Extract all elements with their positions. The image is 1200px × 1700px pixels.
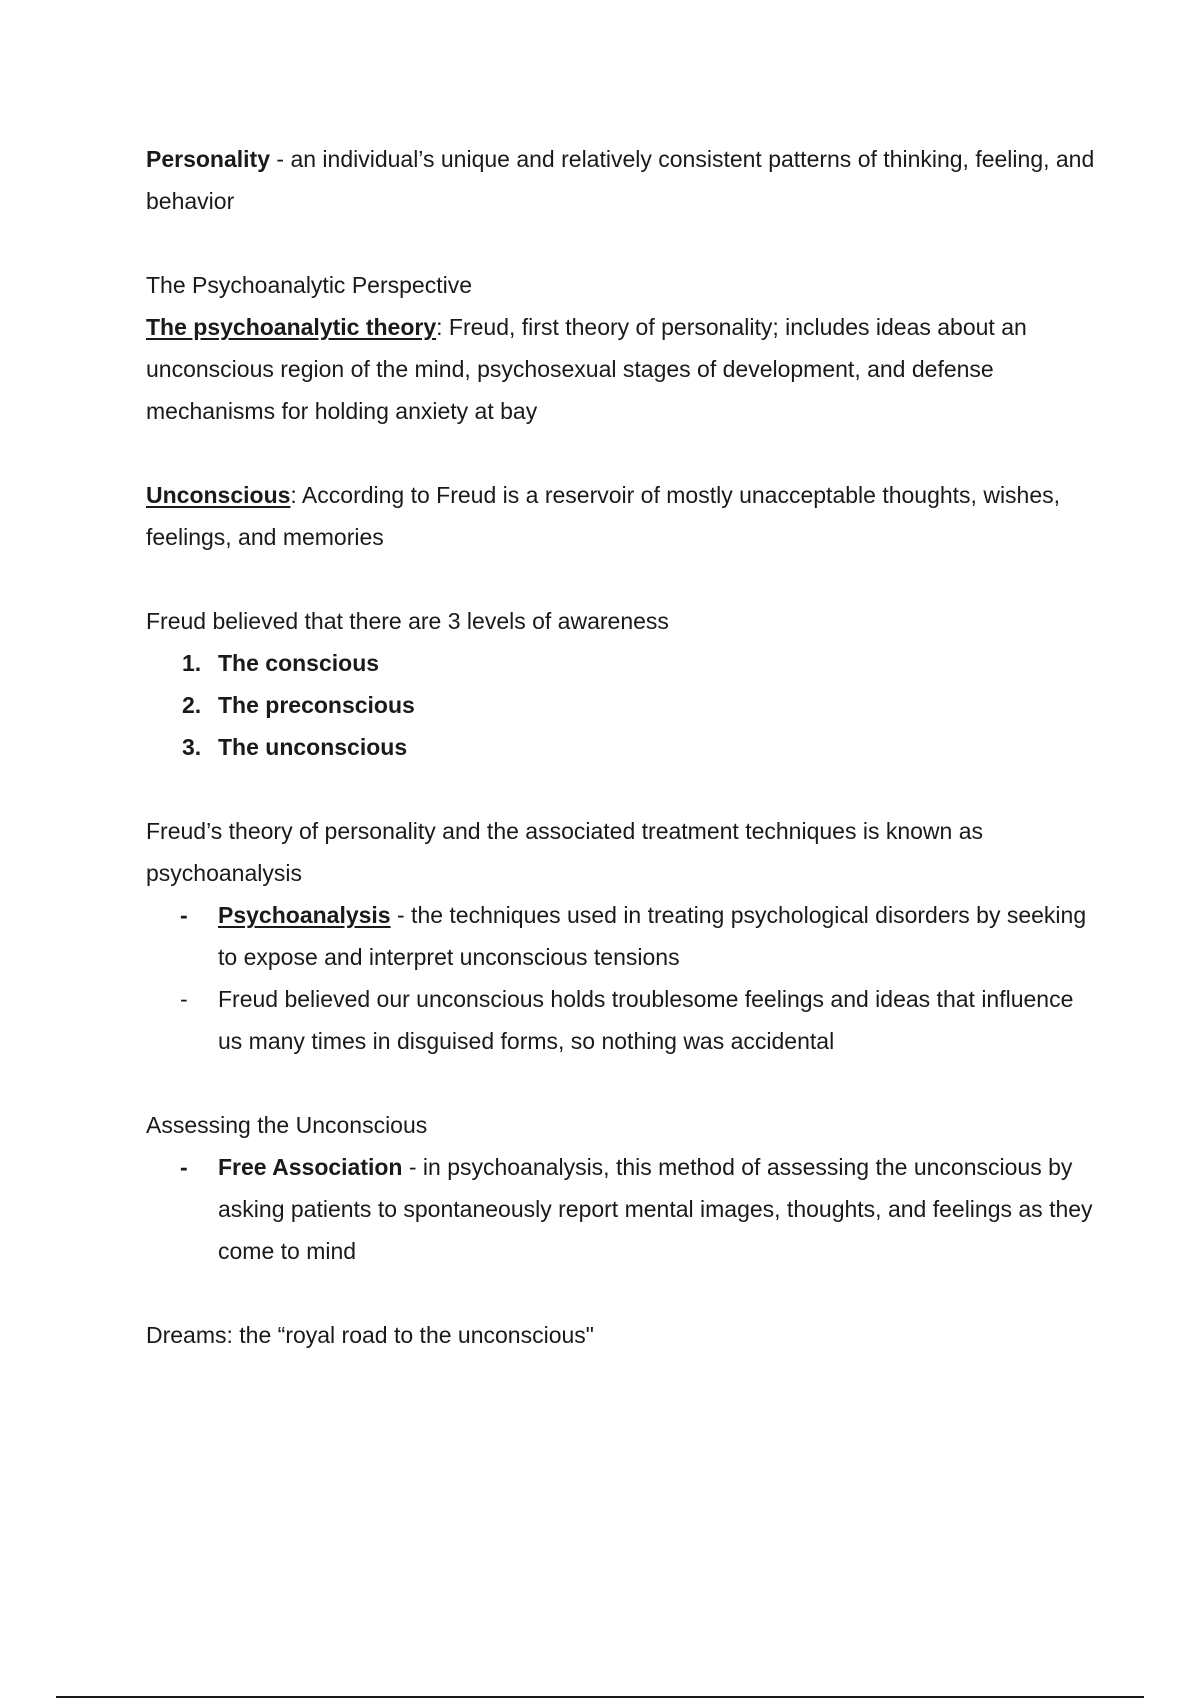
footer-divider bbox=[56, 1696, 1144, 1698]
dreams-line: Dreams: the “royal road to the unconscious" bbox=[146, 1322, 594, 1348]
unconscious-text: : According to Freud is a reservoir of mostly unacceptable thoughts, wishes, feelings, and memories bbox=[146, 482, 1061, 550]
bullet-dash: - bbox=[180, 1154, 188, 1180]
personality-definition bbox=[146, 138, 1096, 222]
free-association-bullet bbox=[146, 1146, 1096, 1272]
free-association-term: Free Association bbox=[218, 1154, 403, 1180]
levels-intro: Freud believed that there are 3 levels of awareness bbox=[146, 608, 669, 634]
list-item-label: The preconscious bbox=[218, 692, 415, 718]
unconscious-term: Unconscious bbox=[146, 482, 291, 508]
psychoanalytic-theory-term: The psychoanalytic theory bbox=[146, 314, 437, 340]
list-number: 1. bbox=[182, 650, 202, 676]
levels-list-item bbox=[146, 642, 1096, 684]
accidental-text: Freud believed our unconscious holds troublesome feelings and ideas that influence us many times in disguised forms, so nothing was accidental bbox=[218, 986, 1074, 1054]
bullet-dash: - bbox=[180, 902, 188, 928]
psychoanalytic-theory-text: : Freud, first theory of personality; includes ideas about an unconscious region of the mind, psychosexual stages of development, and defense mechanisms for holding anxiety at bay bbox=[146, 314, 1027, 424]
list-number: 3. bbox=[182, 734, 202, 760]
bullet-dash: - bbox=[180, 986, 188, 1012]
psychoanalysis-text: - the techniques used in treating psychological disorders by seeking to expose and interpret unconscious tensions bbox=[218, 902, 1087, 970]
section-heading-psychoanalytic: The Psychoanalytic Perspective bbox=[146, 272, 472, 298]
spacer bbox=[146, 432, 1096, 474]
document-page bbox=[146, 138, 1096, 1356]
psychoanalysis-intro: Freud’s theory of personality and the associated treatment techniques is known as psychoanalysis bbox=[146, 818, 983, 886]
psychoanalytic-theory-definition bbox=[146, 306, 1096, 432]
list-item-label: The unconscious bbox=[218, 734, 408, 760]
spacer bbox=[146, 558, 1096, 600]
spacer bbox=[146, 768, 1096, 810]
personality-text: - an individual’s unique and relatively consistent patterns of thinking, feeling, and behavior bbox=[146, 146, 1095, 214]
unconscious-definition bbox=[146, 474, 1096, 558]
list-number: 2. bbox=[182, 692, 202, 718]
psychoanalysis-bullet bbox=[146, 894, 1096, 978]
levels-list-item bbox=[146, 726, 1096, 768]
free-association-text: - in psychoanalysis, this method of assessing the unconscious by asking patients to spontaneously report mental images, thoughts, and feelings as they come to mind bbox=[218, 1154, 1093, 1264]
levels-list-item bbox=[146, 684, 1096, 726]
section-heading-assessing: Assessing the Unconscious bbox=[146, 1112, 428, 1138]
personality-term: Personality bbox=[146, 146, 270, 172]
list-item-label: The conscious bbox=[218, 650, 380, 676]
spacer bbox=[146, 1272, 1096, 1314]
spacer bbox=[146, 222, 1096, 264]
spacer bbox=[146, 1062, 1096, 1104]
accidental-bullet bbox=[146, 978, 1096, 1062]
psychoanalysis-term: Psychoanalysis bbox=[218, 902, 391, 928]
